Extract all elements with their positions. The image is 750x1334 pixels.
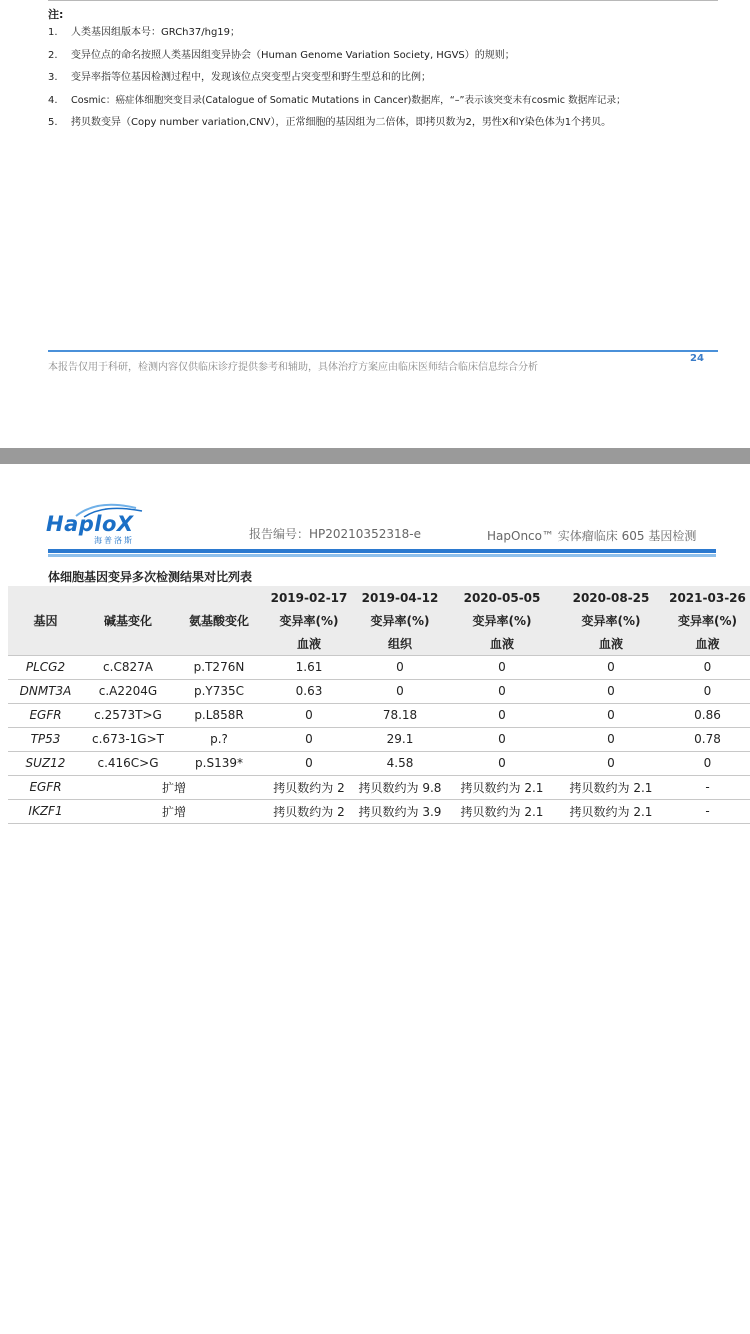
value-cell: 78.18 <box>353 703 447 727</box>
gene-cell: SUZ12 <box>8 751 83 775</box>
col-header-base-change: 碱基变化 <box>103 613 152 628</box>
footer-divider <box>48 350 718 352</box>
logo-wordmark: HaploX <box>46 512 134 536</box>
col-header-sample: 血液 <box>489 636 514 651</box>
table-row <box>8 703 750 727</box>
report-page-25 <box>0 464 750 1334</box>
value-cell: 0 <box>265 751 353 775</box>
value-cell: 0 <box>447 655 557 679</box>
value-cell: 0 <box>665 751 750 775</box>
value-cell: 0 <box>557 751 665 775</box>
col-header-sample: 血液 <box>296 636 321 651</box>
header-bar <box>48 549 716 553</box>
note-number: 1. <box>48 27 58 38</box>
col-header-aa-change: 氨基酸变化 <box>188 613 249 628</box>
aa-change-cell: p.T276N <box>173 655 265 679</box>
note-text: Cosmic：癌症体细胞突变目录(Catalogue of Somatic Mutations in Cancer)数据库，“–”表示该突变未有cosmic 数据库记录； <box>71 94 626 106</box>
page-separator <box>0 448 750 464</box>
base-change-cell: c.416C>G <box>83 751 173 775</box>
copy-number-cell: 拷贝数约为 9.8 <box>353 775 447 799</box>
gene-cell: IKZF1 <box>8 799 83 823</box>
note-text: 拷贝数变异（Copy number variation,CNV），正常细胞的基因组为二倍体，即拷贝数为2，男性X和Y染色体为1个拷贝。 <box>71 117 612 128</box>
col-header-sample: 血液 <box>695 636 720 651</box>
value-cell: 4.58 <box>353 751 447 775</box>
note-item <box>48 117 728 140</box>
value-cell: 0 <box>557 679 665 703</box>
note-text: 变异率指等位基因检测过程中，发现该位点突变型占突变型和野生型总和的比例； <box>71 72 431 83</box>
col-header-gene: 基因 <box>33 613 58 628</box>
col-header-metric: 变异率(%) <box>472 614 532 628</box>
page-number: 24 <box>690 353 704 364</box>
value-cell: 0 <box>447 679 557 703</box>
gene-cell: EGFR <box>8 775 83 799</box>
value-cell: 0.86 <box>665 703 750 727</box>
table-row-cnv <box>8 799 750 823</box>
copy-number-cell: - <box>665 775 750 799</box>
change-type-cell: 扩增 <box>83 775 265 799</box>
value-cell: 0 <box>353 679 447 703</box>
haplox-logo <box>46 502 146 544</box>
col-header-date: 2019-02-17 <box>270 590 348 605</box>
value-cell: 0 <box>665 655 750 679</box>
notes-title: 注: <box>48 8 64 21</box>
header-row-date <box>8 586 750 609</box>
col-header-sample: 血液 <box>598 636 623 651</box>
gene-cell: TP53 <box>8 727 83 751</box>
gene-cell: EGFR <box>8 703 83 727</box>
note-item <box>48 50 728 73</box>
value-cell: 29.1 <box>353 727 447 751</box>
copy-number-cell: - <box>665 799 750 823</box>
copy-number-cell: 拷贝数约为 2 <box>265 775 353 799</box>
base-change-cell: c.673-1G>T <box>83 727 173 751</box>
aa-change-cell: p.L858R <box>173 703 265 727</box>
col-header-date: 2019-04-12 <box>361 590 439 605</box>
header-bar-light <box>48 554 716 557</box>
comparison-table <box>8 586 750 824</box>
report-number: 报告编号：HP20210352318-e <box>249 527 421 541</box>
note-number: 5. <box>48 117 58 128</box>
copy-number-cell: 拷贝数约为 2.1 <box>557 799 665 823</box>
col-header-date: 2020-08-25 <box>572 590 650 605</box>
base-change-cell: c.A2204G <box>83 679 173 703</box>
section-title: 体细胞基因变异多次检测结果对比列表 <box>48 570 253 584</box>
product-name: HapOnco™ 实体瘤临床 605 基因检测 <box>487 529 697 543</box>
change-type-cell: 扩增 <box>83 799 265 823</box>
aa-change-cell: p.Y735C <box>173 679 265 703</box>
aa-change-cell: p.? <box>173 727 265 751</box>
col-header-metric: 变异率(%) <box>370 614 430 628</box>
copy-number-cell: 拷贝数约为 2.1 <box>447 799 557 823</box>
value-cell: 0 <box>447 703 557 727</box>
copy-number-cell: 拷贝数约为 2.1 <box>557 775 665 799</box>
logo-subtitle: 海普洛斯 <box>94 536 134 545</box>
note-item <box>48 72 728 95</box>
table-row-cnv <box>8 775 750 799</box>
table-row <box>8 727 750 751</box>
note-item <box>48 95 728 118</box>
value-cell: 0 <box>265 727 353 751</box>
col-header-date: 2021-03-26 <box>669 590 746 605</box>
note-number: 2. <box>48 49 58 61</box>
value-cell: 0 <box>265 703 353 727</box>
col-header-metric: 变异率(%) <box>678 614 737 628</box>
note-text: 人类基因组版本号：GRCh37/hg19； <box>71 27 241 38</box>
value-cell: 0 <box>665 679 750 703</box>
footer-disclaimer: 本报告仅用于科研，检测内容仅供临床诊疗提供参考和辅助，具体治疗方案应由临床医师结合临床信息综合分析 <box>48 362 538 373</box>
base-change-cell: c.2573T>G <box>83 703 173 727</box>
value-cell: 0 <box>447 751 557 775</box>
report-page-24 <box>0 0 750 448</box>
value-cell: 0 <box>557 655 665 679</box>
note-number: 3. <box>48 72 58 83</box>
copy-number-cell: 拷贝数约为 2.1 <box>447 775 557 799</box>
table-row <box>8 655 750 679</box>
value-cell: 0.78 <box>665 727 750 751</box>
table-row <box>8 751 750 775</box>
value-cell: 0 <box>447 727 557 751</box>
table-row <box>8 679 750 703</box>
value-cell: 1.61 <box>265 655 353 679</box>
base-change-cell: c.C827A <box>83 655 173 679</box>
note-number: 4. <box>48 94 58 106</box>
col-header-sample: 组织 <box>387 636 412 651</box>
value-cell: 0.63 <box>265 679 353 703</box>
gene-cell: DNMT3A <box>8 679 83 703</box>
notes-list <box>48 27 728 140</box>
value-cell: 0 <box>557 727 665 751</box>
copy-number-cell: 拷贝数约为 2 <box>265 799 353 823</box>
col-header-date: 2020-05-05 <box>463 590 541 605</box>
col-header-metric: 变异率(%) <box>581 614 641 628</box>
aa-change-cell: p.S139* <box>173 751 265 775</box>
value-cell: 0 <box>557 703 665 727</box>
col-header-metric: 变异率(%) <box>279 614 339 628</box>
value-cell: 0 <box>353 655 447 679</box>
note-item <box>48 27 728 50</box>
copy-number-cell: 拷贝数约为 3.9 <box>353 799 447 823</box>
note-text: 变异位点的命名按照人类基因组变异协会（Human Genome Variation Society, HGVS）的规则； <box>71 49 515 61</box>
top-divider <box>48 0 718 1</box>
gene-cell: PLCG2 <box>8 655 83 679</box>
